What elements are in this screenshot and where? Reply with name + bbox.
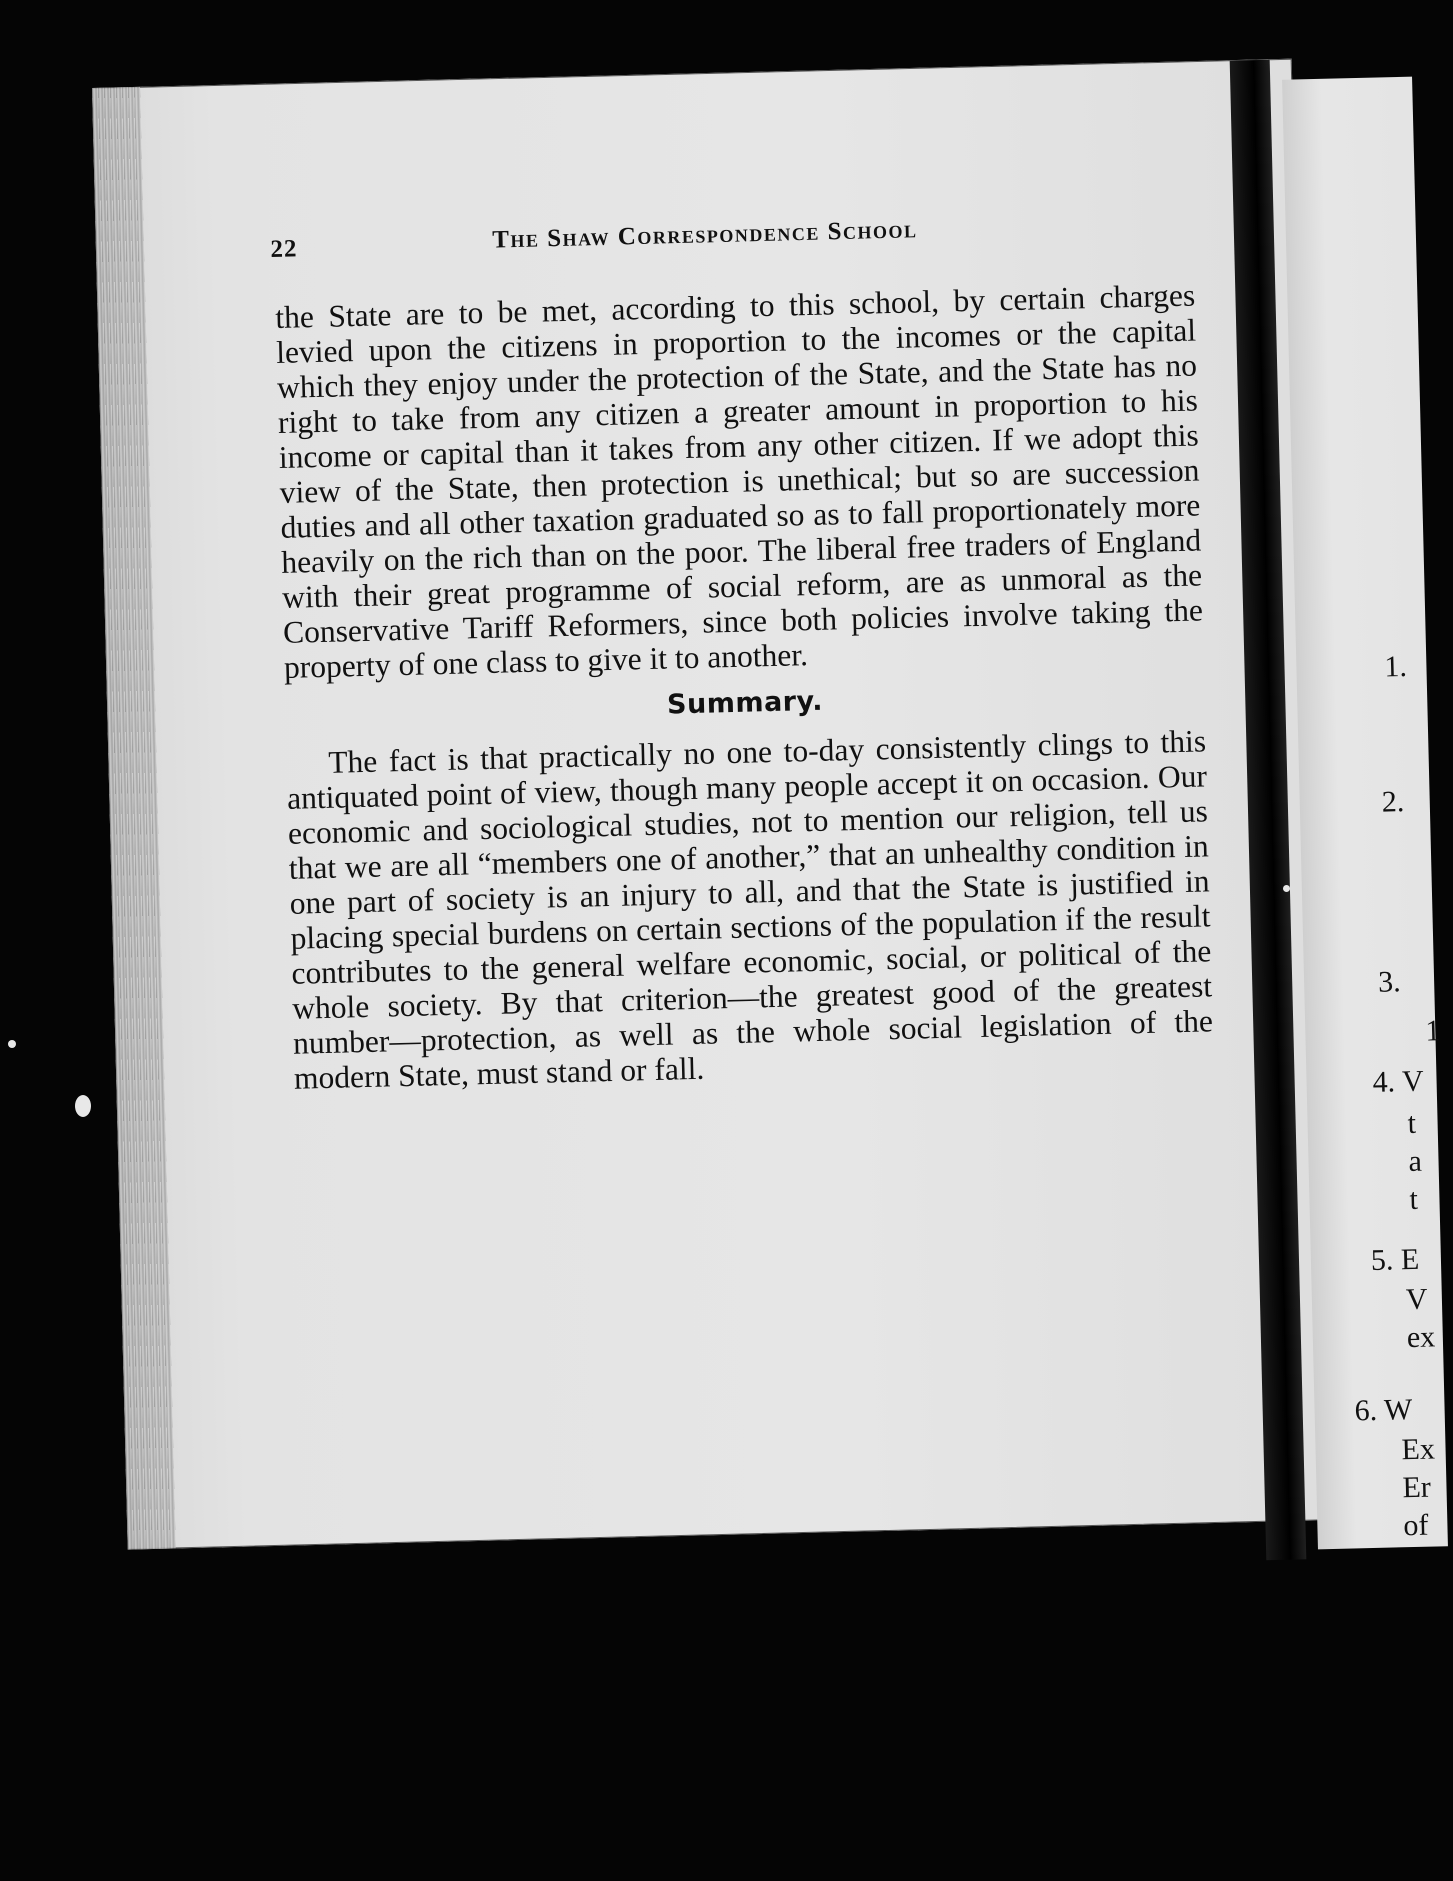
scan-speck	[1283, 885, 1290, 892]
fragment: 6. W	[1354, 1393, 1413, 1428]
fragment: of	[1403, 1508, 1429, 1543]
scan-speck	[8, 1040, 16, 1048]
fragment: 5. E	[1370, 1242, 1420, 1277]
paragraph: the State are to be met, according to this school, by certain charges levied upon the citizens in proportion to the incomes or the capital which they enjoy under the protection of the State, and the State has no right to take from any citizen a greater amount in proportion to his income or capital than it takes from any other citizen. If we adopt this view of the State, then protection is unethical; but so are succession duties and all other taxation graduated so as to fall proportionately more heavily on the rich than on the poor. The liberal free traders of England with their great programme of social reform, are as unmoral as the Conservative Tariff Reformers, since both policies involve taking the property of one class to give it to another.	[275, 277, 1204, 685]
fragment: ex	[1406, 1320, 1436, 1355]
paragraph: The fact is that practically no one to-day consistently clings to this antiquated point of view, though many people accept it on occasion. Our economic and sociological studies, not to mention our religion, tell us that we are all “members one of another,” that an unhealthy condition in one part of society is an injury to all, and that the State is justified in placing special burdens on certain sections of the population if the result contributes to the general welfare economic, social, or political of the whole society. By that criterion—the greatest good of the greatest number—protection, as well as the whole social legislation of the modern State, must stand or fall.	[286, 723, 1214, 1096]
page-number: 22	[270, 235, 298, 263]
fragment: V	[1405, 1282, 1428, 1317]
running-title: The Shaw Correspondence School	[491, 216, 918, 254]
fragment: Er	[1402, 1470, 1432, 1505]
fragment: t	[1407, 1106, 1417, 1141]
fragment: 1	[1424, 1014, 1441, 1048]
fragment: t	[1409, 1182, 1419, 1217]
fragment: 3.	[1377, 965, 1402, 999]
fragment: 2.	[1381, 785, 1405, 819]
fragment: 4. V	[1372, 1064, 1425, 1099]
fragment: a	[1408, 1144, 1423, 1179]
page-edges	[92, 87, 176, 1550]
fragment: 1.	[1384, 649, 1408, 684]
section-heading: Summary.	[666, 685, 824, 721]
page-body	[275, 278, 1214, 1096]
fragment: Ex	[1401, 1432, 1436, 1467]
scan-speck	[75, 1095, 91, 1117]
